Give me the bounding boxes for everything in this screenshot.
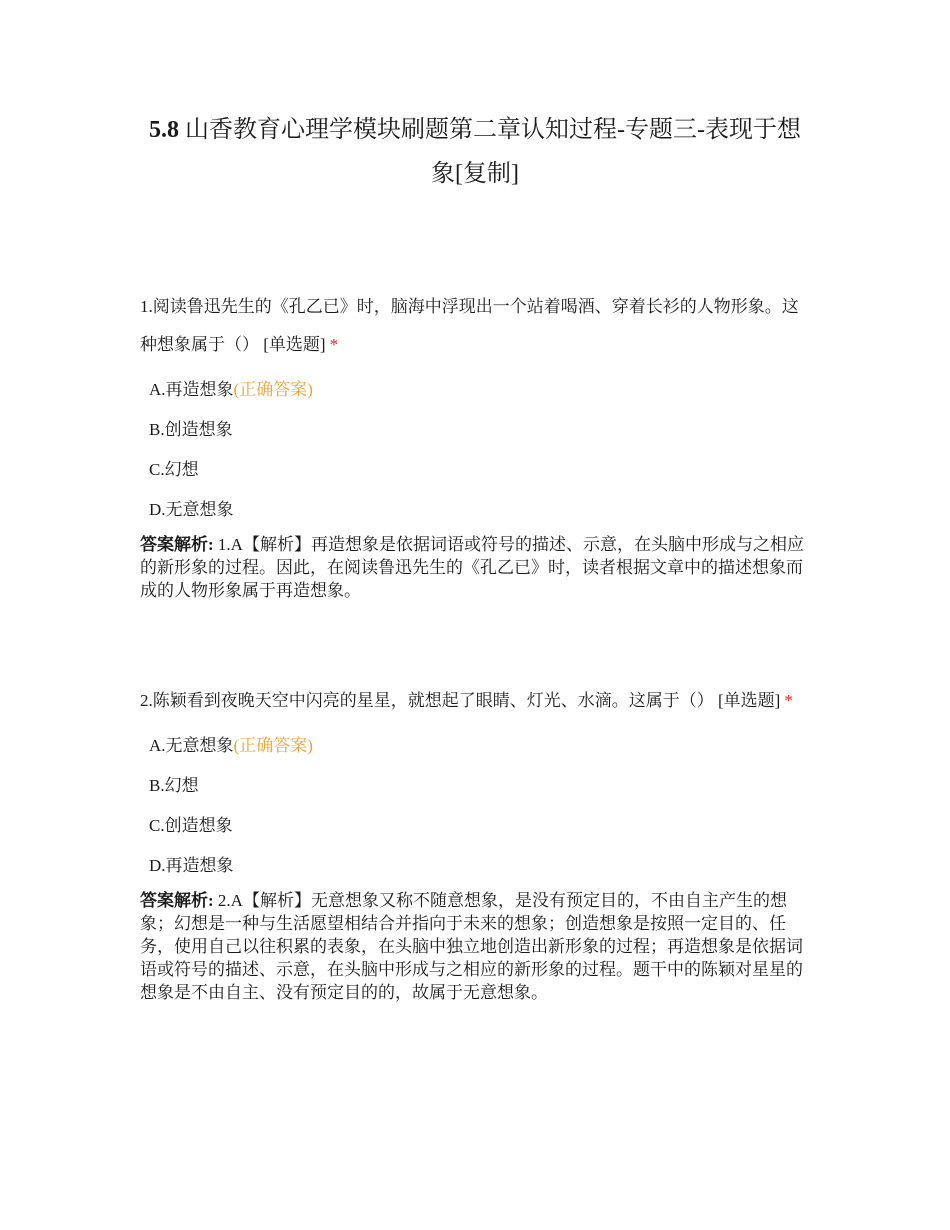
question-2 xyxy=(140,682,812,1004)
question-text: 1.阅读鲁迅先生的《孔乙已》时，脑海中浮现出一个站着喝酒、穿着长衫的人物形象。这种想象属于（） xyxy=(140,297,799,354)
correct-answer-tag: (正确答案) xyxy=(233,380,313,399)
question-1 xyxy=(140,288,812,602)
option-label: C.创造想象 xyxy=(149,816,233,835)
option-a[interactable] xyxy=(140,726,812,766)
title-text: 山香教育心理学模块刷题第二章认知过程-专题三-表现于想象[复制] xyxy=(185,117,801,187)
option-a[interactable] xyxy=(140,370,812,410)
option-label: A.再造想象 xyxy=(149,380,234,399)
option-b[interactable] xyxy=(140,766,812,806)
option-list xyxy=(140,370,812,530)
option-c[interactable] xyxy=(140,806,812,846)
page-title xyxy=(140,108,810,196)
analysis-label: 答案解析: xyxy=(140,535,214,554)
option-d[interactable] xyxy=(140,490,812,530)
analysis-label: 答案解析: xyxy=(140,891,214,910)
option-c[interactable] xyxy=(140,450,812,490)
question-type: [单选题] xyxy=(263,335,326,354)
option-d[interactable] xyxy=(140,846,812,886)
question-stem xyxy=(140,288,812,364)
title-number: 5.8 xyxy=(149,117,179,143)
option-label: B.创造想象 xyxy=(149,420,233,439)
required-mark: * xyxy=(784,691,793,710)
answer-analysis xyxy=(140,533,812,602)
option-label: A.无意想象 xyxy=(149,736,234,755)
option-label: D.再造想象 xyxy=(149,856,234,875)
option-label: C.幻想 xyxy=(149,460,199,479)
option-label: B.幻想 xyxy=(149,776,199,795)
question-stem xyxy=(140,682,812,720)
option-b[interactable] xyxy=(140,410,812,450)
option-list xyxy=(140,726,812,886)
analysis-text: 1.A【解析】再造想象是依据词语或符号的描述、示意，在头脑中形成与之相应的新形象的过程。因此，在阅读鲁迅先生的《孔乙已》时，读者根据文章中的描述想象而成的人物形象属于再造想象。 xyxy=(140,535,804,600)
option-label: D.无意想象 xyxy=(149,500,234,519)
question-text: 2.陈颖看到夜晚天空中闪亮的星星，就想起了眼睛、灯光、水滴。这属于（） xyxy=(140,691,714,710)
answer-analysis xyxy=(140,889,812,1004)
question-type: [单选题] xyxy=(718,691,781,710)
correct-answer-tag: (正确答案) xyxy=(233,736,313,755)
required-mark: * xyxy=(329,335,339,354)
analysis-text: 2.A【解析】无意想象又称不随意想象，是没有预定目的，不由自主产生的想象；幻想是一种与生活愿望相结合并指向于未来的想象；创造想象是按照一定目的、任务，使用自己以往积累的表象，在头脑中独立地创造出新形象的过程；再造想象是依据词语或符号的描述、示意，在头脑中形成与之相应的新形象的过程。题干中的陈颖对星星的想象是不由自主、没有预定目的的，故属于无意想象。 xyxy=(140,891,803,1002)
